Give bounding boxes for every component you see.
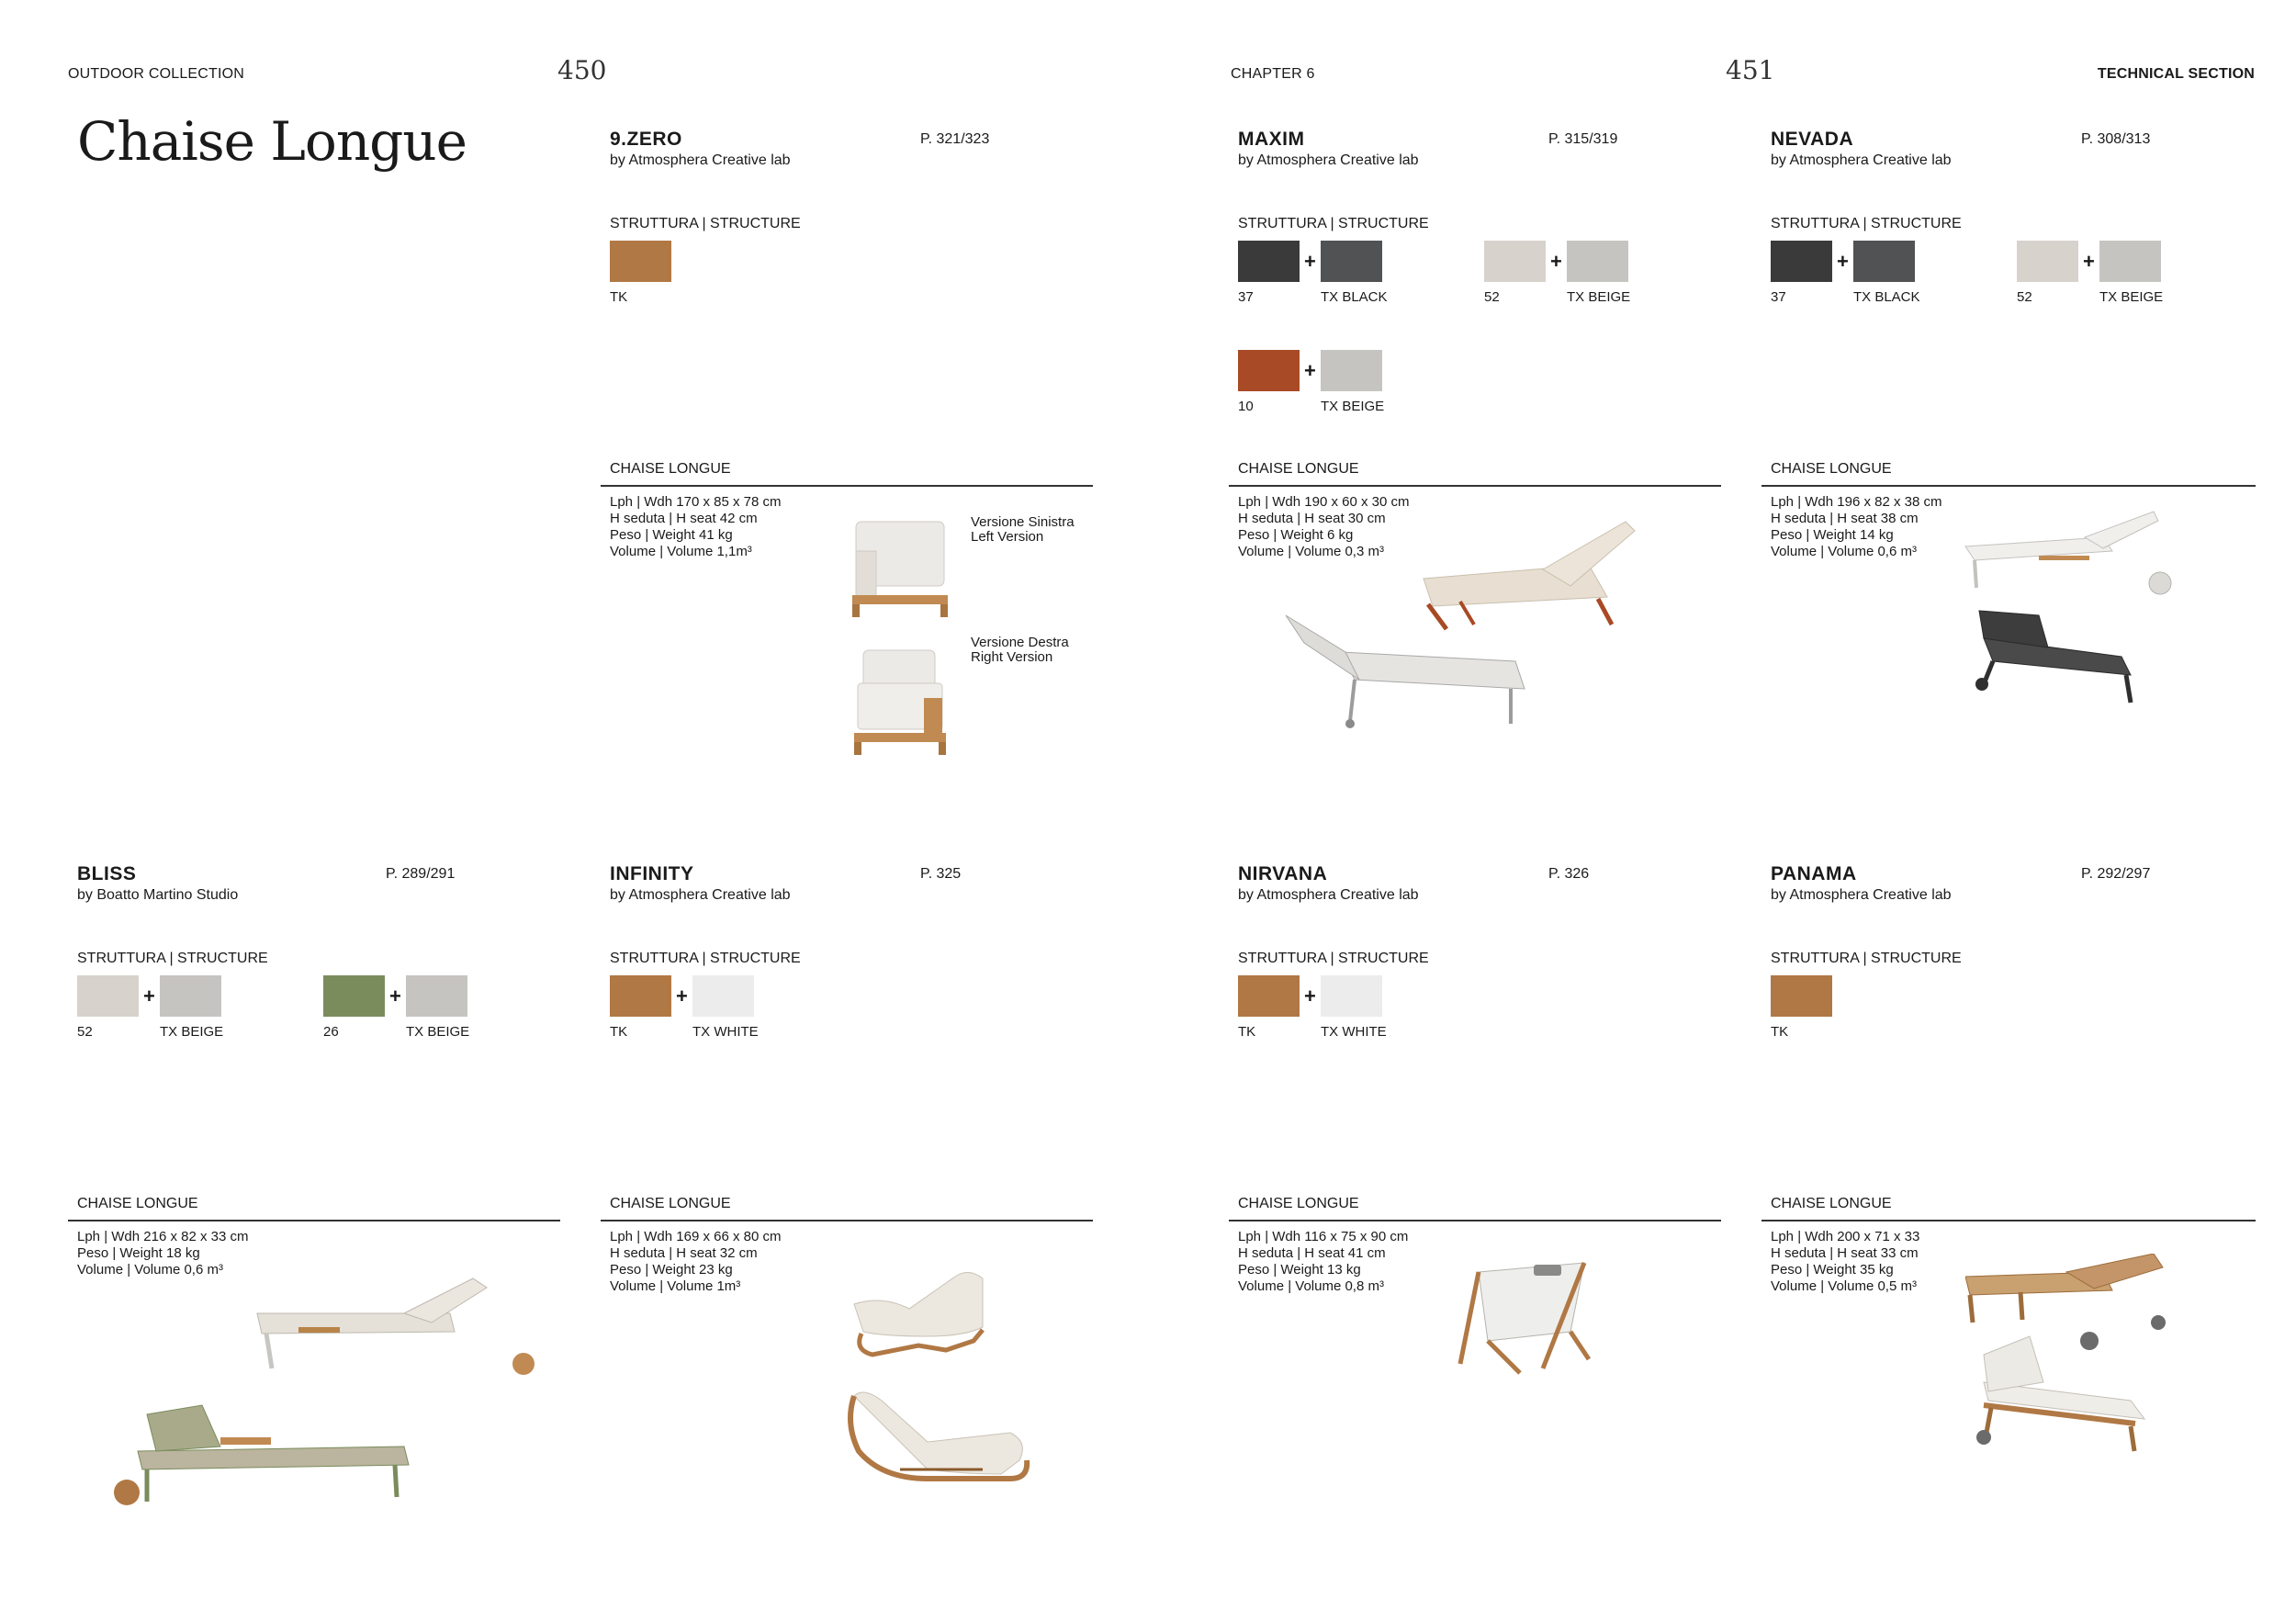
divider <box>1761 1220 2256 1221</box>
swatch-rust <box>1238 350 1300 391</box>
structure-label: STRUTTURA | STRUCTURE <box>77 951 268 966</box>
product-name: MAXIM <box>1238 129 1305 150</box>
product-designer: by Atmosphera Creative lab <box>610 887 791 903</box>
spec-list: Lph | Wdh 216 x 82 x 33 cm Peso | Weight 18 kg Volume | Volume 0,6 m³ <box>77 1229 249 1278</box>
product-name: NEVADA <box>1771 129 1854 150</box>
fabric-code: TX BEIGE <box>2099 289 2164 305</box>
left-version-label <box>971 515 1075 545</box>
swatch-teak <box>610 241 671 282</box>
plus-icon: + <box>676 985 688 1007</box>
page-reference: P. 292/297 <box>2081 866 2151 882</box>
product-image-maxim <box>1267 514 1662 744</box>
swatch-tx-black <box>1321 241 1382 282</box>
section-label: CHAISE LONGUE <box>610 461 731 477</box>
swatch-tx-beige <box>1321 350 1382 391</box>
structure-label: STRUTTURA | STRUCTURE <box>1771 216 1962 231</box>
divider <box>1229 485 1721 487</box>
swatch-tx-white <box>692 975 754 1017</box>
fabric-code: TX BEIGE <box>160 1024 224 1040</box>
plus-icon: + <box>1304 250 1316 273</box>
product-name: NIRVANA <box>1238 863 1328 884</box>
plus-icon: + <box>143 985 155 1007</box>
product-designer: by Boatto Martino Studio <box>77 887 239 903</box>
product-image-nirvana <box>1451 1254 1607 1382</box>
divider <box>601 1220 1093 1221</box>
left-version-it: Versione Sinistra <box>971 514 1075 530</box>
page-title: Chaise Longue <box>77 110 467 173</box>
fabric-code: TX BEIGE <box>1321 399 1385 414</box>
product-name: INFINITY <box>610 863 694 884</box>
swatch-tx-beige <box>2099 241 2161 282</box>
spec-list: Lph | Wdh 169 x 66 x 80 cm H seduta | H seat 32 cm Peso | Weight 23 kg Volume | Volume 1m³ <box>610 1229 782 1294</box>
plus-icon: + <box>1304 359 1316 382</box>
fabric-code: TX BLACK <box>1853 289 1920 305</box>
product-image-infinity <box>845 1249 1047 1534</box>
structure-label: STRUTTURA | STRUCTURE <box>610 951 801 966</box>
spec-list: Lph | Wdh 170 x 85 x 78 cm H seduta | H seat 42 cm Peso | Weight 41 kg Volume | Volume 1,1m³ <box>610 494 782 559</box>
product-image-panama <box>1965 1254 2186 1465</box>
page-reference: P. 321/323 <box>920 131 990 147</box>
plus-icon: + <box>1550 250 1562 273</box>
product-image-9zero-left <box>845 514 955 625</box>
divider <box>1761 485 2256 487</box>
swatch-teak <box>1771 975 1832 1017</box>
divider <box>601 485 1093 487</box>
finish-code: TK <box>610 289 628 305</box>
product-image-nevada <box>1956 510 2195 730</box>
structure-label: STRUTTURA | STRUCTURE <box>1238 216 1429 231</box>
product-name: BLISS <box>77 863 137 884</box>
divider <box>1229 1220 1721 1221</box>
fabric-code: TX WHITE <box>1321 1024 1387 1040</box>
finish-code: 52 <box>1484 289 1500 305</box>
spec-list: Lph | Wdh 196 x 82 x 38 cm H seduta | H seat 38 cm Peso | Weight 14 kg Volume | Volume 0,6 m³ <box>1771 494 1942 559</box>
finish-code: 37 <box>1771 289 1786 305</box>
page-number-left: 450 <box>557 55 607 85</box>
swatch-teak <box>1238 975 1300 1017</box>
swatch-tx-beige <box>160 975 221 1017</box>
plus-icon: + <box>1837 250 1849 273</box>
finish-code: 10 <box>1238 399 1254 414</box>
product-designer: by Atmosphera Creative lab <box>1238 152 1419 168</box>
finish-code: 26 <box>323 1024 339 1040</box>
spec-list: Lph | Wdh 200 x 71 x 33 H seduta | H seat 33 cm Peso | Weight 35 kg Volume | Volume 0,5 m³ <box>1771 1229 1920 1294</box>
chapter-label: CHAPTER 6 <box>1231 66 1315 82</box>
section-label: CHAISE LONGUE <box>1238 461 1359 477</box>
product-designer: by Atmosphera Creative lab <box>610 152 791 168</box>
section-label: CHAISE LONGUE <box>610 1196 731 1211</box>
swatch-teak <box>610 975 671 1017</box>
page-reference: P. 315/319 <box>1548 131 1618 147</box>
finish-code: TK <box>1771 1024 1789 1040</box>
swatch-tx-white <box>1321 975 1382 1017</box>
spec-list: Lph | Wdh 190 x 60 x 30 cm H seduta | H seat 30 cm Peso | Weight 6 kg Volume | Volume 0,3 m³ <box>1238 494 1410 559</box>
plus-icon: + <box>2083 250 2095 273</box>
swatch-anthracite <box>1771 241 1832 282</box>
product-image-bliss <box>101 1277 542 1525</box>
fabric-code: TX BLACK <box>1321 289 1388 305</box>
finish-code: 52 <box>77 1024 93 1040</box>
product-image-9zero-right <box>845 643 955 762</box>
product-name: 9.ZERO <box>610 129 682 150</box>
page-number-right: 451 <box>1726 55 1775 85</box>
section-label: CHAISE LONGUE <box>1238 1196 1359 1211</box>
structure-label: STRUTTURA | STRUCTURE <box>1771 951 1962 966</box>
swatch-dove <box>77 975 139 1017</box>
right-version-en: Right Version <box>971 649 1053 665</box>
spec-list: Lph | Wdh 116 x 75 x 90 cm H seduta | H seat 41 cm Peso | Weight 13 kg Volume | Volume 0,8 m³ <box>1238 1229 1409 1294</box>
structure-label: STRUTTURA | STRUCTURE <box>610 216 801 231</box>
finish-code: TK <box>610 1024 628 1040</box>
right-version-label <box>971 636 1069 665</box>
swatch-anthracite <box>1238 241 1300 282</box>
section-label: CHAISE LONGUE <box>1771 1196 1892 1211</box>
section-label: CHAISE LONGUE <box>77 1196 198 1211</box>
finish-code: TK <box>1238 1024 1256 1040</box>
plus-icon: + <box>389 985 401 1007</box>
product-designer: by Atmosphera Creative lab <box>1771 152 1952 168</box>
page-reference: P. 289/291 <box>386 866 456 882</box>
divider <box>68 1220 560 1221</box>
page-reference: P. 325 <box>920 866 962 882</box>
finish-code: 37 <box>1238 289 1254 305</box>
fabric-code: TX BEIGE <box>1567 289 1631 305</box>
fabric-code: TX WHITE <box>692 1024 759 1040</box>
page-reference: P. 326 <box>1548 866 1590 882</box>
swatch-tx-beige <box>406 975 467 1017</box>
swatch-sage <box>323 975 385 1017</box>
swatch-tx-black <box>1853 241 1915 282</box>
swatch-tx-beige <box>1567 241 1628 282</box>
plus-icon: + <box>1304 985 1316 1007</box>
product-designer: by Atmosphera Creative lab <box>1771 887 1952 903</box>
swatch-dove <box>1484 241 1546 282</box>
product-designer: by Atmosphera Creative lab <box>1238 887 1419 903</box>
right-version-it: Versione Destra <box>971 635 1069 650</box>
collection-label: OUTDOOR COLLECTION <box>68 66 245 82</box>
left-version-en: Left Version <box>971 529 1044 545</box>
product-name: PANAMA <box>1771 863 1857 884</box>
section-label: CHAISE LONGUE <box>1771 461 1892 477</box>
section-name: TECHNICAL SECTION <box>2097 66 2255 82</box>
swatch-dove <box>2017 241 2078 282</box>
finish-code: 52 <box>2017 289 2032 305</box>
page-reference: P. 308/313 <box>2081 131 2151 147</box>
fabric-code: TX BEIGE <box>406 1024 470 1040</box>
structure-label: STRUTTURA | STRUCTURE <box>1238 951 1429 966</box>
